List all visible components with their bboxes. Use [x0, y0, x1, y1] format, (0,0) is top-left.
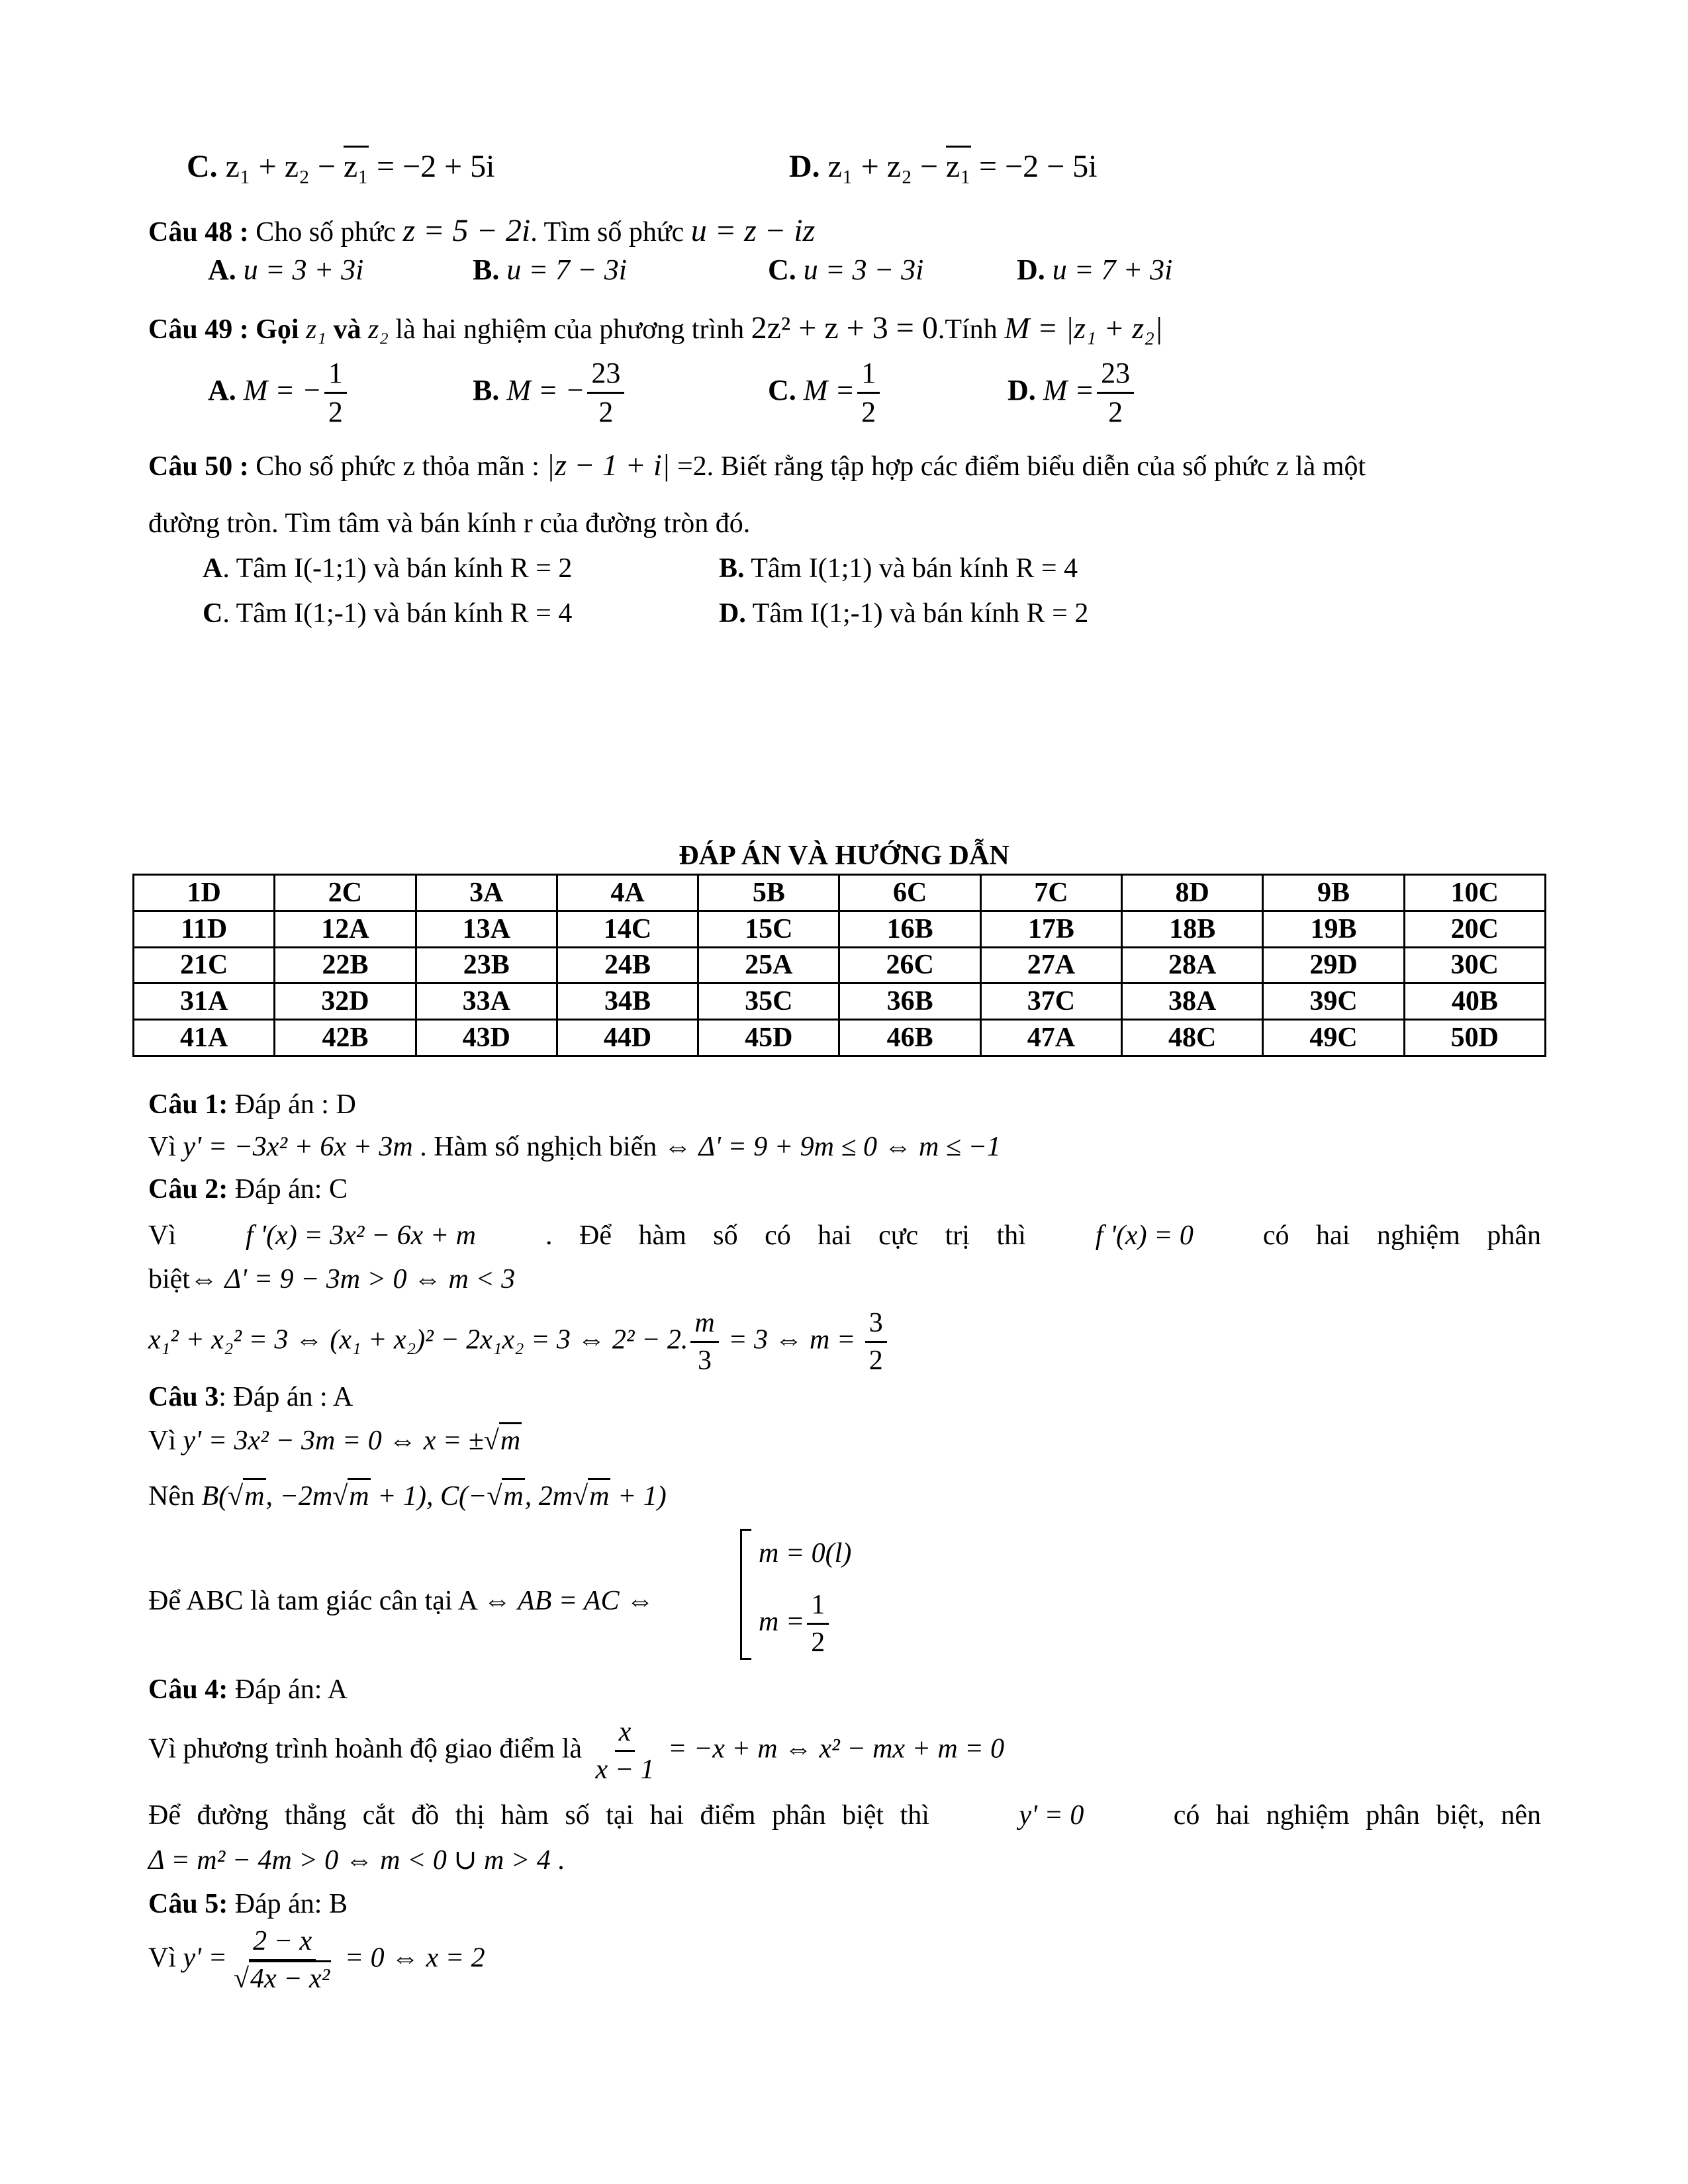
q49-tinh: .Tính — [937, 314, 998, 345]
sol4-line3 — [148, 1846, 565, 1874]
answer-cell: 14C — [557, 911, 698, 947]
answer-cell: 12A — [275, 911, 416, 947]
answer-cell: 41A — [134, 1020, 275, 1056]
sol1-text: . Hàm số nghịch biến — [412, 1132, 664, 1162]
answer-cell: 16B — [839, 911, 980, 947]
sol2-line3-expr: x₁² + x₂² = 3 ⇔ (x₁ + x₂)² − 2x₁x₂ = 3 ⇔ 2² − 2. — [148, 1324, 688, 1355]
sol3-case2-lhs: m = — [759, 1606, 805, 1637]
answer-cell: 33A — [416, 983, 557, 1020]
answer-cell: 10C — [1404, 875, 1545, 911]
answer-cell: 36B — [839, 983, 980, 1020]
sol1-expr: y' = −3x² + 6x + 3m — [183, 1132, 413, 1162]
answer-cell: 26C — [839, 947, 980, 983]
sol4-line2-expr: y' = 0 — [1019, 1800, 1084, 1831]
answer-cell: 29D — [1263, 947, 1404, 983]
q50-option-d — [719, 600, 1088, 627]
q50-option-a — [203, 555, 572, 582]
answer-cell: 11D — [134, 911, 275, 947]
sol3-case2-den: 2 — [811, 1627, 825, 1659]
sol3-p2-post: + 1) — [610, 1481, 667, 1512]
sol4-line3-tail: . — [550, 1845, 565, 1876]
q49-z1: z₁ — [306, 314, 326, 345]
q50-c-text: . Tâm I(1;-1) và bán kính R = 4 — [222, 598, 573, 629]
sol3-p2-sqrt2: m — [588, 1478, 610, 1512]
sol2-line2 — [148, 1265, 515, 1293]
q47-d-expr — [828, 146, 1098, 184]
sol4-line2-text: Để đường thẳng cắt đồ thị hàm số tại hai điểm phân biệt thì — [148, 1800, 929, 1831]
sol5-heading — [148, 1890, 348, 1918]
q47-d-post: = −2 − 5i — [970, 149, 1098, 184]
q50-b-label: B. — [719, 553, 745, 584]
answer-row — [134, 1020, 1546, 1056]
q49-m-expr: M = |z₁ + z₂| — [1004, 311, 1163, 345]
q49-b-label: B. — [473, 373, 500, 406]
q49-d-num: 23 — [1097, 357, 1134, 394]
q48-c-label: C. — [768, 253, 796, 286]
q49-option-b — [473, 357, 627, 429]
sol2-frac-den: 3 — [698, 1345, 712, 1377]
answer-row — [134, 875, 1546, 911]
sol3-heading — [148, 1383, 353, 1411]
q50-d-text: Tâm I(1;-1) và bán kính R = 2 — [745, 598, 1089, 629]
sol2-heading — [148, 1175, 348, 1203]
q49-label: Câu 49 : Gọi — [148, 314, 299, 345]
answer-cell: 35C — [698, 983, 839, 1020]
sol2-vi: Vì — [148, 1220, 176, 1251]
answer-cell: 45D — [698, 1020, 839, 1056]
sol4-text: Vì phương trình hoành độ giao điểm là — [148, 1733, 589, 1764]
q49-b-num: 23 — [587, 357, 624, 394]
answers-title: ĐÁP ÁN VÀ HƯỚNG DẪN — [679, 841, 1009, 871]
answer-cell: 8D — [1122, 875, 1263, 911]
q49-c-lhs: M = — [803, 373, 855, 406]
answer-cell: 37C — [980, 983, 1121, 1020]
answer-cell: 23B — [416, 947, 557, 983]
answer-cell: 15C — [698, 911, 839, 947]
q49-d-den: 2 — [1108, 396, 1123, 429]
sol2-line2-text: biệt — [148, 1264, 190, 1295]
q47-d-pre: z₁ + z₂ − — [827, 149, 946, 184]
answer-cell: 50D — [1404, 1020, 1545, 1056]
sol2-frac2-den: 2 — [868, 1345, 883, 1377]
answer-row — [134, 983, 1546, 1020]
q50-line2: đường tròn. Tìm tâm và bán kính r của đường tròn đó. — [148, 508, 751, 539]
sol4-line1 — [148, 1717, 1004, 1785]
sol3-case-bracket — [740, 1529, 751, 1660]
answer-cell: 2C — [275, 875, 416, 911]
q47-option-d — [789, 151, 1097, 183]
q49-stem — [148, 312, 1163, 344]
sol1-ans: Đáp án : D — [228, 1089, 356, 1120]
sol2-fx0: f '(x) = 0 — [1095, 1220, 1194, 1251]
sol3-cond-expr: ⇔ AB = AC ⇔ — [483, 1586, 655, 1616]
q47-d-label: D. — [789, 149, 820, 184]
sol3-ans: : Đáp án : A — [218, 1382, 353, 1412]
sol3-case1 — [759, 1539, 851, 1567]
q49-equation: 2z² + z + 3 = 0 — [751, 310, 938, 345]
q49-a-den: 2 — [328, 396, 343, 429]
answer-cell: 25A — [698, 947, 839, 983]
sol2-line2-expr: ⇔ Δ' = 9 − 3m > 0 ⇔ m < 3 — [189, 1264, 516, 1295]
q47-c-conj: z₁ — [344, 146, 369, 184]
sol3-case1-text: m = 0(l) — [759, 1538, 852, 1569]
answer-cell: 27A — [980, 947, 1121, 983]
sol3-p1-sqrt2: m — [348, 1478, 370, 1512]
answer-cell: 6C — [839, 875, 980, 911]
q48-text2: . Tìm số phức — [530, 217, 691, 248]
sol2-fx: f '(x) = 3x² − 6x + m — [246, 1220, 476, 1251]
sol4-line3-expr: Δ = m² − 4m > 0 ⇔ m < 0 ∪ m > 4 — [148, 1845, 551, 1876]
q48-option-d — [1017, 255, 1172, 285]
q49-and: và — [333, 314, 361, 345]
sol2-text2: có hai nghiệm phân — [1262, 1220, 1541, 1251]
answer-cell: 44D — [557, 1020, 698, 1056]
q48-d-label: D. — [1017, 253, 1045, 286]
sol3-p2-mid: , 2m — [524, 1481, 573, 1512]
answer-cell: 9B — [1263, 875, 1404, 911]
answer-row — [134, 947, 1546, 983]
q47-c-expr — [226, 146, 495, 184]
answer-cell: 7C — [980, 875, 1121, 911]
sol2-text: . Để hàm số có hai cực trị thì — [545, 1220, 1026, 1251]
q50-abs-expr: |z − 1 + i| — [546, 448, 671, 482]
answer-cell: 5B — [698, 875, 839, 911]
answer-table — [132, 874, 1546, 1057]
q50-a-text: . Tâm I(-1;1) và bán kính R = 2 — [222, 553, 573, 584]
sol3-line3 — [148, 1587, 654, 1615]
answer-row — [134, 911, 1546, 947]
answer-cell: 22B — [275, 947, 416, 983]
q47-c-post: = −2 + 5i — [368, 149, 495, 184]
sol4-frac-den: x − 1 — [595, 1754, 655, 1786]
sol5-frac-den: √4x − x² — [230, 1961, 335, 1994]
q50-stem — [148, 450, 1541, 480]
answer-cell: 20C — [1404, 911, 1545, 947]
sol2-frac-num: m — [690, 1308, 718, 1343]
sol5-head: Câu 5: — [148, 1889, 228, 1919]
q49-c-num: 1 — [857, 357, 880, 394]
answer-cell: 13A — [416, 911, 557, 947]
sol3-case2-num: 1 — [807, 1590, 829, 1625]
answer-cell: 39C — [1263, 983, 1404, 1020]
sol2-ans: Đáp án: C — [228, 1174, 348, 1205]
sol2-head: Câu 2: — [148, 1174, 228, 1205]
answer-cell: 17B — [980, 911, 1121, 947]
q49-d-label: D. — [1008, 373, 1036, 406]
sol3-p2-sqrt: m — [502, 1478, 524, 1512]
q48-c-value: u = 3 − 3i — [803, 253, 924, 286]
sol1-head: Câu 1: — [148, 1089, 228, 1120]
q50-d-label: D. — [719, 598, 746, 629]
sol1-expr2: ⇔ Δ' = 9 + 9m ≤ 0 ⇔ m ≤ −1 — [663, 1132, 1001, 1162]
sol4-heading — [148, 1676, 348, 1704]
sol1-line — [148, 1133, 1001, 1161]
sol3-case2 — [759, 1590, 831, 1658]
answer-cell: 32D — [275, 983, 416, 1020]
answer-cell: 24B — [557, 947, 698, 983]
q48-label: Câu 48 : — [148, 217, 249, 248]
q48-d-value: u = 7 + 3i — [1052, 253, 1173, 286]
answer-cell: 38A — [1122, 983, 1263, 1020]
answer-cell: 31A — [134, 983, 275, 1020]
q50-text: Cho số phức z thỏa mãn : — [248, 451, 547, 482]
q49-a-lhs: M = − — [243, 373, 322, 406]
q49-c-den: 2 — [861, 396, 876, 429]
q49-d-lhs: M = — [1043, 373, 1095, 406]
q50-b-text: Tâm I(1;1) và bán kính R = 4 — [744, 553, 1078, 584]
sol4-line2-tail: có hai nghiệm phân biệt, nên — [1173, 1800, 1541, 1831]
sol2-line3-mid: = 3 ⇔ m = — [721, 1324, 863, 1355]
sol2-line3 — [148, 1308, 890, 1376]
answer-cell: 30C — [1404, 947, 1545, 983]
sol3-points-pre: B( — [201, 1481, 228, 1512]
q50-c-label: C — [203, 598, 223, 629]
sol3-nen: Nên — [148, 1481, 202, 1512]
q49-a-num: 1 — [324, 357, 347, 394]
sol3-p1-post: + 1), C(− — [370, 1481, 487, 1512]
q49-text: là hai nghiệm của phương trình — [395, 314, 745, 345]
q48-a-label: A. — [208, 253, 236, 286]
q50-text2: =2. Biết rằng tập hợp các điểm biểu diễn của số phức z là một — [670, 451, 1366, 482]
q48-b-label: B. — [473, 253, 500, 286]
sol4-line2 — [148, 1801, 1541, 1829]
q49-option-a — [208, 357, 350, 429]
q48-option-a — [208, 255, 363, 285]
q49-option-c — [768, 357, 882, 429]
sol4-ans: Đáp án: A — [228, 1674, 348, 1705]
q50-label: Câu 50 : — [148, 451, 249, 482]
q48-stem — [148, 215, 815, 247]
sol3-sqrt-m: m — [499, 1422, 522, 1456]
answer-cell: 46B — [839, 1020, 980, 1056]
sol2-line1 — [148, 1222, 1541, 1250]
answer-cell: 28A — [1122, 947, 1263, 983]
sol3-line1: Vì y' = 3x² − 3m = 0 ⇔ x = ±√m — [148, 1427, 522, 1455]
q49-c-label: C. — [768, 373, 796, 406]
answer-cell: 47A — [980, 1020, 1121, 1056]
q49-b-den: 2 — [598, 396, 614, 429]
sol3-line2: Nên B(√m, −2m√m + 1), C(−√m, 2m√m + 1) — [148, 1482, 667, 1510]
answer-cell: 40B — [1404, 983, 1545, 1020]
answer-cell: 18B — [1122, 911, 1263, 947]
sol4-frac-num: x — [615, 1717, 635, 1752]
sol5-rhs: = 0 ⇔ x = 2 — [338, 1942, 485, 1974]
sol4-head: Câu 4: — [148, 1674, 228, 1705]
q48-text: Cho số phức — [248, 217, 403, 248]
q49-b-lhs: M = − — [506, 373, 585, 406]
q50-stem-left — [148, 450, 1366, 480]
answer-cell: 43D — [416, 1020, 557, 1056]
sol3-p1-mid: , −2m — [265, 1481, 333, 1512]
sol1-vi: Vì — [148, 1132, 183, 1162]
answer-cell: 4A — [557, 875, 698, 911]
answer-cell: 42B — [275, 1020, 416, 1056]
sol5-frac-num: 2 − x — [249, 1926, 316, 1961]
sol5-line — [148, 1926, 485, 1994]
q48-option-c — [768, 255, 923, 285]
sol3-head: Câu 3 — [148, 1382, 219, 1412]
answer-cell: 19B — [1263, 911, 1404, 947]
q49-option-d — [1008, 357, 1137, 429]
sol3-cond-text: Để ABC là tam giác cân tại A — [148, 1586, 484, 1616]
q48-a-value: u = 3 + 3i — [243, 253, 364, 286]
q48-option-b — [473, 255, 627, 285]
answer-cell: 49C — [1263, 1020, 1404, 1056]
sol1-heading — [148, 1091, 356, 1118]
answer-cell: 3A — [416, 875, 557, 911]
sol5-lhs: y' = — [183, 1942, 227, 1974]
q49-z2: z₂ — [367, 314, 389, 345]
q48-z-expr: z = 5 − 2i — [402, 213, 531, 248]
q47-c-label: C. — [187, 149, 218, 184]
sol5-ans: Đáp án: B — [228, 1889, 348, 1919]
sol4-expr: = −x + m ⇔ x² − mx + m = 0 — [661, 1733, 1005, 1764]
q47-c-pre: z₁ + z₂ − — [225, 149, 344, 184]
sol3-p1-sqrt: m — [243, 1478, 265, 1512]
q47-d-conj: z₁ — [946, 146, 971, 184]
q50-a-label: A — [203, 553, 223, 584]
q48-b-value: u = 7 − 3i — [506, 253, 627, 286]
sol2-frac2-num: 3 — [865, 1308, 887, 1343]
answer-cell: 21C — [134, 947, 275, 983]
q50-option-c — [203, 600, 572, 627]
sol3-expr: y' = 3x² − 3m = 0 ⇔ x = ± — [183, 1426, 484, 1456]
answer-cell: 48C — [1122, 1020, 1263, 1056]
sol5-vi: Vì — [148, 1942, 183, 1974]
sol3-vi: Vì — [148, 1426, 183, 1456]
answer-cell: 34B — [557, 983, 698, 1020]
q50-option-b — [719, 555, 1078, 582]
answer-cell: 1D — [134, 875, 275, 911]
q49-a-label: A. — [208, 373, 236, 406]
sol5-den-sqrt: 4x − x² — [249, 1960, 331, 1994]
q48-u-expr: u = z − iz — [690, 213, 816, 248]
q47-option-c — [187, 151, 494, 183]
